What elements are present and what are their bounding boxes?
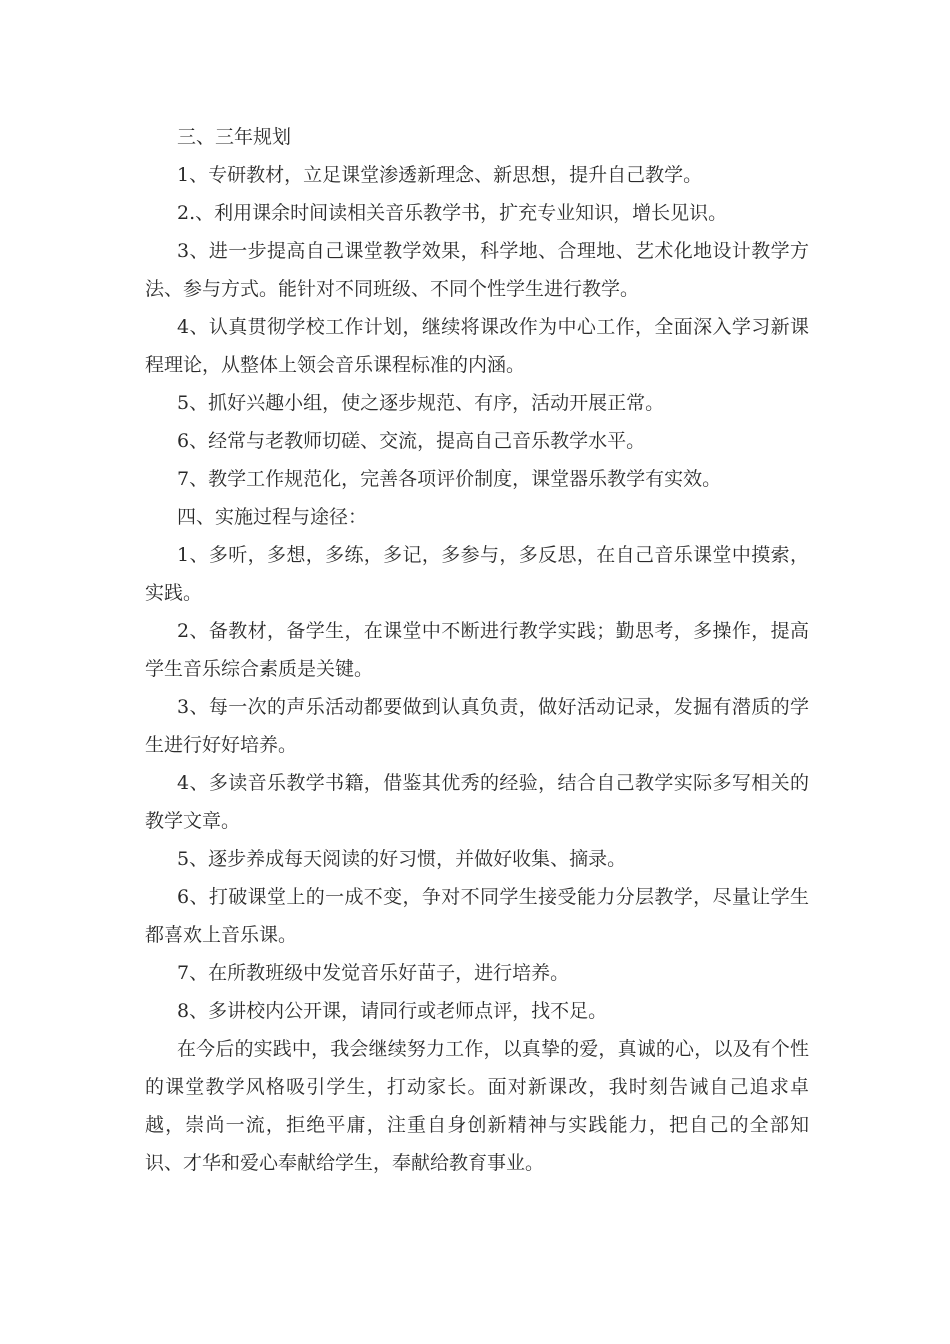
plan-item-7: 7、教学工作规范化，完善各项评价制度，课堂器乐教学有实效。	[177, 468, 722, 490]
implementation-item-5: 5、逐步养成每天阅读的好习惯，并做好收集、摘录。	[177, 848, 627, 870]
implementation-item-8: 8、多讲校内公开课，请同行或老师点评，找不足。	[177, 1000, 608, 1022]
plan-item-3: 3、进一步提高自己课堂教学效果，科学地、合理地、艺术化地设计教学方法、参与方式。能针对不同班级、不同个性学生进行教学。	[145, 240, 809, 300]
section-heading-plan: 三、三年规划	[177, 126, 292, 148]
plan-item-5: 5、抓好兴趣小组，使之逐步规范、有序，活动开展正常。	[177, 392, 665, 414]
implementation-item-3: 3、每一次的声乐活动都要做到认真负责，做好活动记录，发掘有潜质的学生进行好好培养。	[145, 696, 809, 756]
implementation-item-1: 1、多听，多想，多练，多记，多参与，多反思，在自己音乐课堂中摸索，实践。	[145, 544, 809, 604]
plan-item-2: 2.、利用课余时间读相关音乐教学书，扩充专业知识，增长见识。	[177, 202, 728, 224]
plan-item-4: 4、认真贯彻学校工作计划，继续将课改作为中心工作，全面深入学习新课程理论，从整体上领会音乐课程标准的内涵。	[145, 316, 809, 376]
implementation-item-4: 4、多读音乐教学书籍，借鉴其优秀的经验，结合自己教学实际多写相关的教学文章。	[145, 772, 809, 832]
implementation-item-2: 2、备教材，备学生，在课堂中不断进行教学实践；勤思考，多操作，提高学生音乐综合素质是关键。	[145, 620, 809, 680]
implementation-item-7: 7、在所教班级中发觉音乐好苗子，进行培养。	[177, 962, 570, 984]
document-page	[145, 118, 809, 1182]
section-heading-implementation: 四、实施过程与途径：	[177, 506, 368, 528]
plan-item-6: 6、经常与老教师切磋、交流，提高自己音乐教学水平。	[177, 430, 646, 452]
plan-item-1: 1、专研教材，立足课堂渗透新理念、新思想，提升自己教学。	[177, 164, 703, 186]
closing-paragraph: 在今后的实践中，我会继续努力工作，以真挚的爱，真诚的心，以及有个性的课堂教学风格吸引学生，打动家长。面对新课改，我时刻告诫自己追求卓越，崇尚一流，拒绝平庸，注重自身创新精神与实践能力，把自己的全部知识、才华和爱心奉献给学生，奉献给教育事业。	[145, 1038, 809, 1174]
implementation-item-6: 6、打破课堂上的一成不变，争对不同学生接受能力分层教学，尽量让学生都喜欢上音乐课。	[145, 886, 809, 946]
